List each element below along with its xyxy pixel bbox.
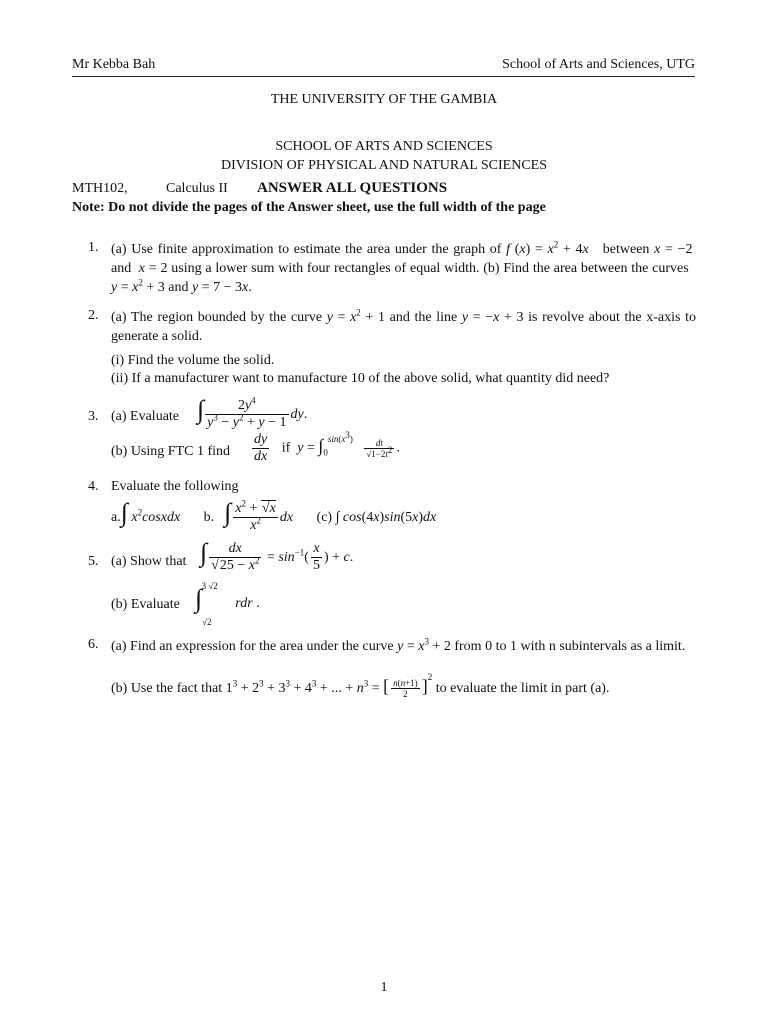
division-title: DIVISION OF PHYSICAL AND NATURAL SCIENCES: [220, 158, 548, 173]
question-1-text: (a) Use finite approximation to estimate the area under the graph of f $(x) = x^2 + 4x$ between x = −2 and x = 2 using a lower sum with four rectangles of equal width. (b) Find the area between the curves $y = x^2 + 3$ and y = 7 − 3x.: [111, 239, 696, 295]
question-5-number: 5.: [88, 554, 99, 569]
question-3-integral-a: ∫ $\frac{2y^4}{y^3 - y^2 + y - 1}$ dy.: [197, 395, 308, 431]
question-2-text: (a) The region bounded by the curve $y = x^2 + 1$ and the line y = −x + 3 is revolve about the x-axis to generate a solid.: [111, 307, 696, 344]
question-5-part-b-label: (b) Evaluate: [111, 597, 180, 612]
instruction: ANSWER ALL QUESTIONS: [257, 180, 448, 196]
question-3-part-b-label: (b) Using FTC 1 find: [111, 444, 230, 459]
exam-note: Note: Do not divide the pages of the Answer sheet, use the full width of the page: [72, 200, 546, 215]
page-number: 1: [380, 980, 388, 995]
question-5-integral-b: $\int_{√2}^{3 √2}$ rdr .: [195, 581, 260, 627]
question-4-number: 4.: [88, 479, 99, 494]
course-name: Calculus II: [166, 181, 228, 196]
question-4-intro: Evaluate the following: [111, 479, 239, 494]
question-2-part-ii: (ii) If a manufacturer want to manufacture 10 of the above solid, what quantity did need?: [111, 371, 610, 386]
header-rule: [72, 76, 695, 77]
question-6-part-b: (b) Use the fact that $1^3 + 2^3 + 3^3 + 4^3$ + ... + $n^3$ = [ $\frac{n(n+1)}{2}$ ]$^2$ to evaluate the limit in part (a).: [111, 672, 610, 700]
question-6-number: 6.: [88, 637, 99, 652]
question-3-derivative: $\frac{dy}{dx}$ if $y = \int_0^{sin(x^3)}$ $\frac{dt}{√1-2t^2}$ .: [254, 430, 400, 464]
question-6-part-a: (a) Find an expression for the area under the curve $y = x^3 + 2$ from 0 to 1 with n subintervals as a limit.: [111, 636, 686, 654]
header-author: Mr Kebba Bah: [72, 57, 156, 72]
question-2-number: 2.: [88, 308, 99, 323]
question-3-part-a-label: (a) Evaluate: [111, 409, 180, 424]
question-1-number: 1.: [88, 240, 99, 255]
school-title: SCHOOL OF ARTS AND SCIENCES: [275, 139, 493, 154]
question-4-items: a.∫ $x^2cosxdx$ b. ∫ $\frac{x^2 + √x}{x^2}$ dx (c) ∫ cos(4x)sin(5x)dx: [111, 498, 437, 534]
course-code: MTH102,: [72, 181, 128, 196]
question-5-integral-a: ∫ $\frac{dx}{√25 - x^2}$ = $\sin^{-1}$( $\frac{x}{5}$ ) + c.: [200, 538, 354, 574]
question-3-number: 3.: [88, 409, 99, 424]
question-5-part-a-label: (a) Show that: [111, 554, 187, 569]
header-school: School of Arts and Sciences, UTG: [502, 57, 695, 72]
question-2-part-i: (i) Find the volume the solid.: [111, 353, 275, 368]
university-title: THE UNIVERSITY OF THE GAMBIA: [270, 92, 498, 107]
